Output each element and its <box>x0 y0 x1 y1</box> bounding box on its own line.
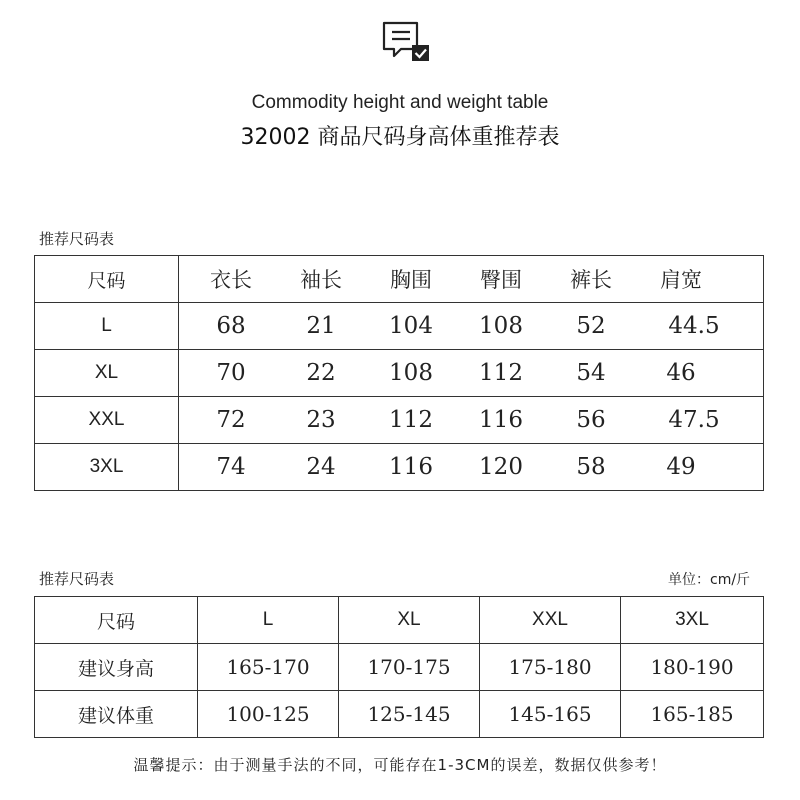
measurement-note: 温馨提示：由于测量手法的不同，可能存在1-3CM的误差，数据仅供参考！ <box>133 756 667 774</box>
table1-caption: 推荐尺码表 <box>39 230 115 248</box>
col-header: 裤长 <box>570 268 612 292</box>
col-header: 袖长 <box>300 268 342 292</box>
table-row <box>35 444 764 491</box>
value-cell: 54 <box>576 360 606 386</box>
height-weight-table <box>34 596 764 738</box>
value-cell: 68 <box>216 313 246 339</box>
col-header: 臀围 <box>480 268 522 292</box>
value-cell: 72 <box>216 407 246 433</box>
size-col-header: XL <box>339 597 480 644</box>
value-cell: 120 <box>479 454 523 480</box>
value-cell: 58 <box>576 454 606 480</box>
unit-label: 单位：cm/斤 <box>668 572 751 588</box>
value-cell: 170-175 <box>339 644 480 691</box>
size-col-header: XXL <box>480 597 621 644</box>
col-header: 衣长 <box>210 268 252 292</box>
size-cell: 3XL <box>35 444 179 491</box>
value-cell: 74 <box>216 454 246 480</box>
value-cell: 21 <box>306 313 336 339</box>
value-cell: 165-185 <box>621 691 764 738</box>
value-cell: 165-170 <box>198 644 339 691</box>
title-english: Commodity height and weight table <box>251 92 549 113</box>
value-cell: 70 <box>216 360 246 386</box>
col-header: 胸围 <box>390 268 432 292</box>
size-col-header: L <box>198 597 339 644</box>
value-cell: 145-165 <box>480 691 621 738</box>
value-cell: 44.5 <box>668 313 720 339</box>
value-cell: 23 <box>306 407 336 433</box>
value-cell: 112 <box>479 360 523 386</box>
value-cell: 49 <box>666 454 696 480</box>
value-cell: 56 <box>576 407 606 433</box>
value-cell: 175-180 <box>480 644 621 691</box>
value-cell: 108 <box>479 313 523 339</box>
value-cell: 180-190 <box>621 644 764 691</box>
value-cell: 116 <box>479 407 523 433</box>
size-col-header: 3XL <box>621 597 764 644</box>
table-header-row <box>35 597 764 644</box>
table-row <box>35 644 764 691</box>
table-header-row <box>35 256 764 303</box>
table2-caption: 推荐尺码表 <box>39 570 115 588</box>
title-chinese: 32002 商品尺码身高体重推荐表 <box>240 125 560 150</box>
value-cell: 125-145 <box>339 691 480 738</box>
size-cell: XL <box>35 350 179 397</box>
size-header: 尺码 <box>35 256 179 303</box>
table-row <box>35 397 764 444</box>
value-cell: 100-125 <box>198 691 339 738</box>
value-cell: 108 <box>389 360 433 386</box>
garment-size-table <box>34 255 764 491</box>
value-cell: 112 <box>389 407 433 433</box>
value-cell: 46 <box>666 360 696 386</box>
size-cell: XXL <box>35 397 179 444</box>
size-header: 尺码 <box>35 597 198 644</box>
value-cell: 104 <box>389 313 433 339</box>
row-label: 建议身高 <box>35 644 198 691</box>
table-row <box>35 303 764 350</box>
value-cell: 22 <box>306 360 336 386</box>
value-cell: 47.5 <box>668 407 720 433</box>
table-row <box>35 350 764 397</box>
table-row <box>35 691 764 738</box>
value-cell: 116 <box>389 454 433 480</box>
chat-check-icon <box>381 20 433 64</box>
row-label: 建议体重 <box>35 691 198 738</box>
value-cell: 52 <box>576 313 606 339</box>
size-cell: L <box>35 303 179 350</box>
value-cell: 24 <box>306 454 336 480</box>
col-header: 肩宽 <box>660 268 702 292</box>
